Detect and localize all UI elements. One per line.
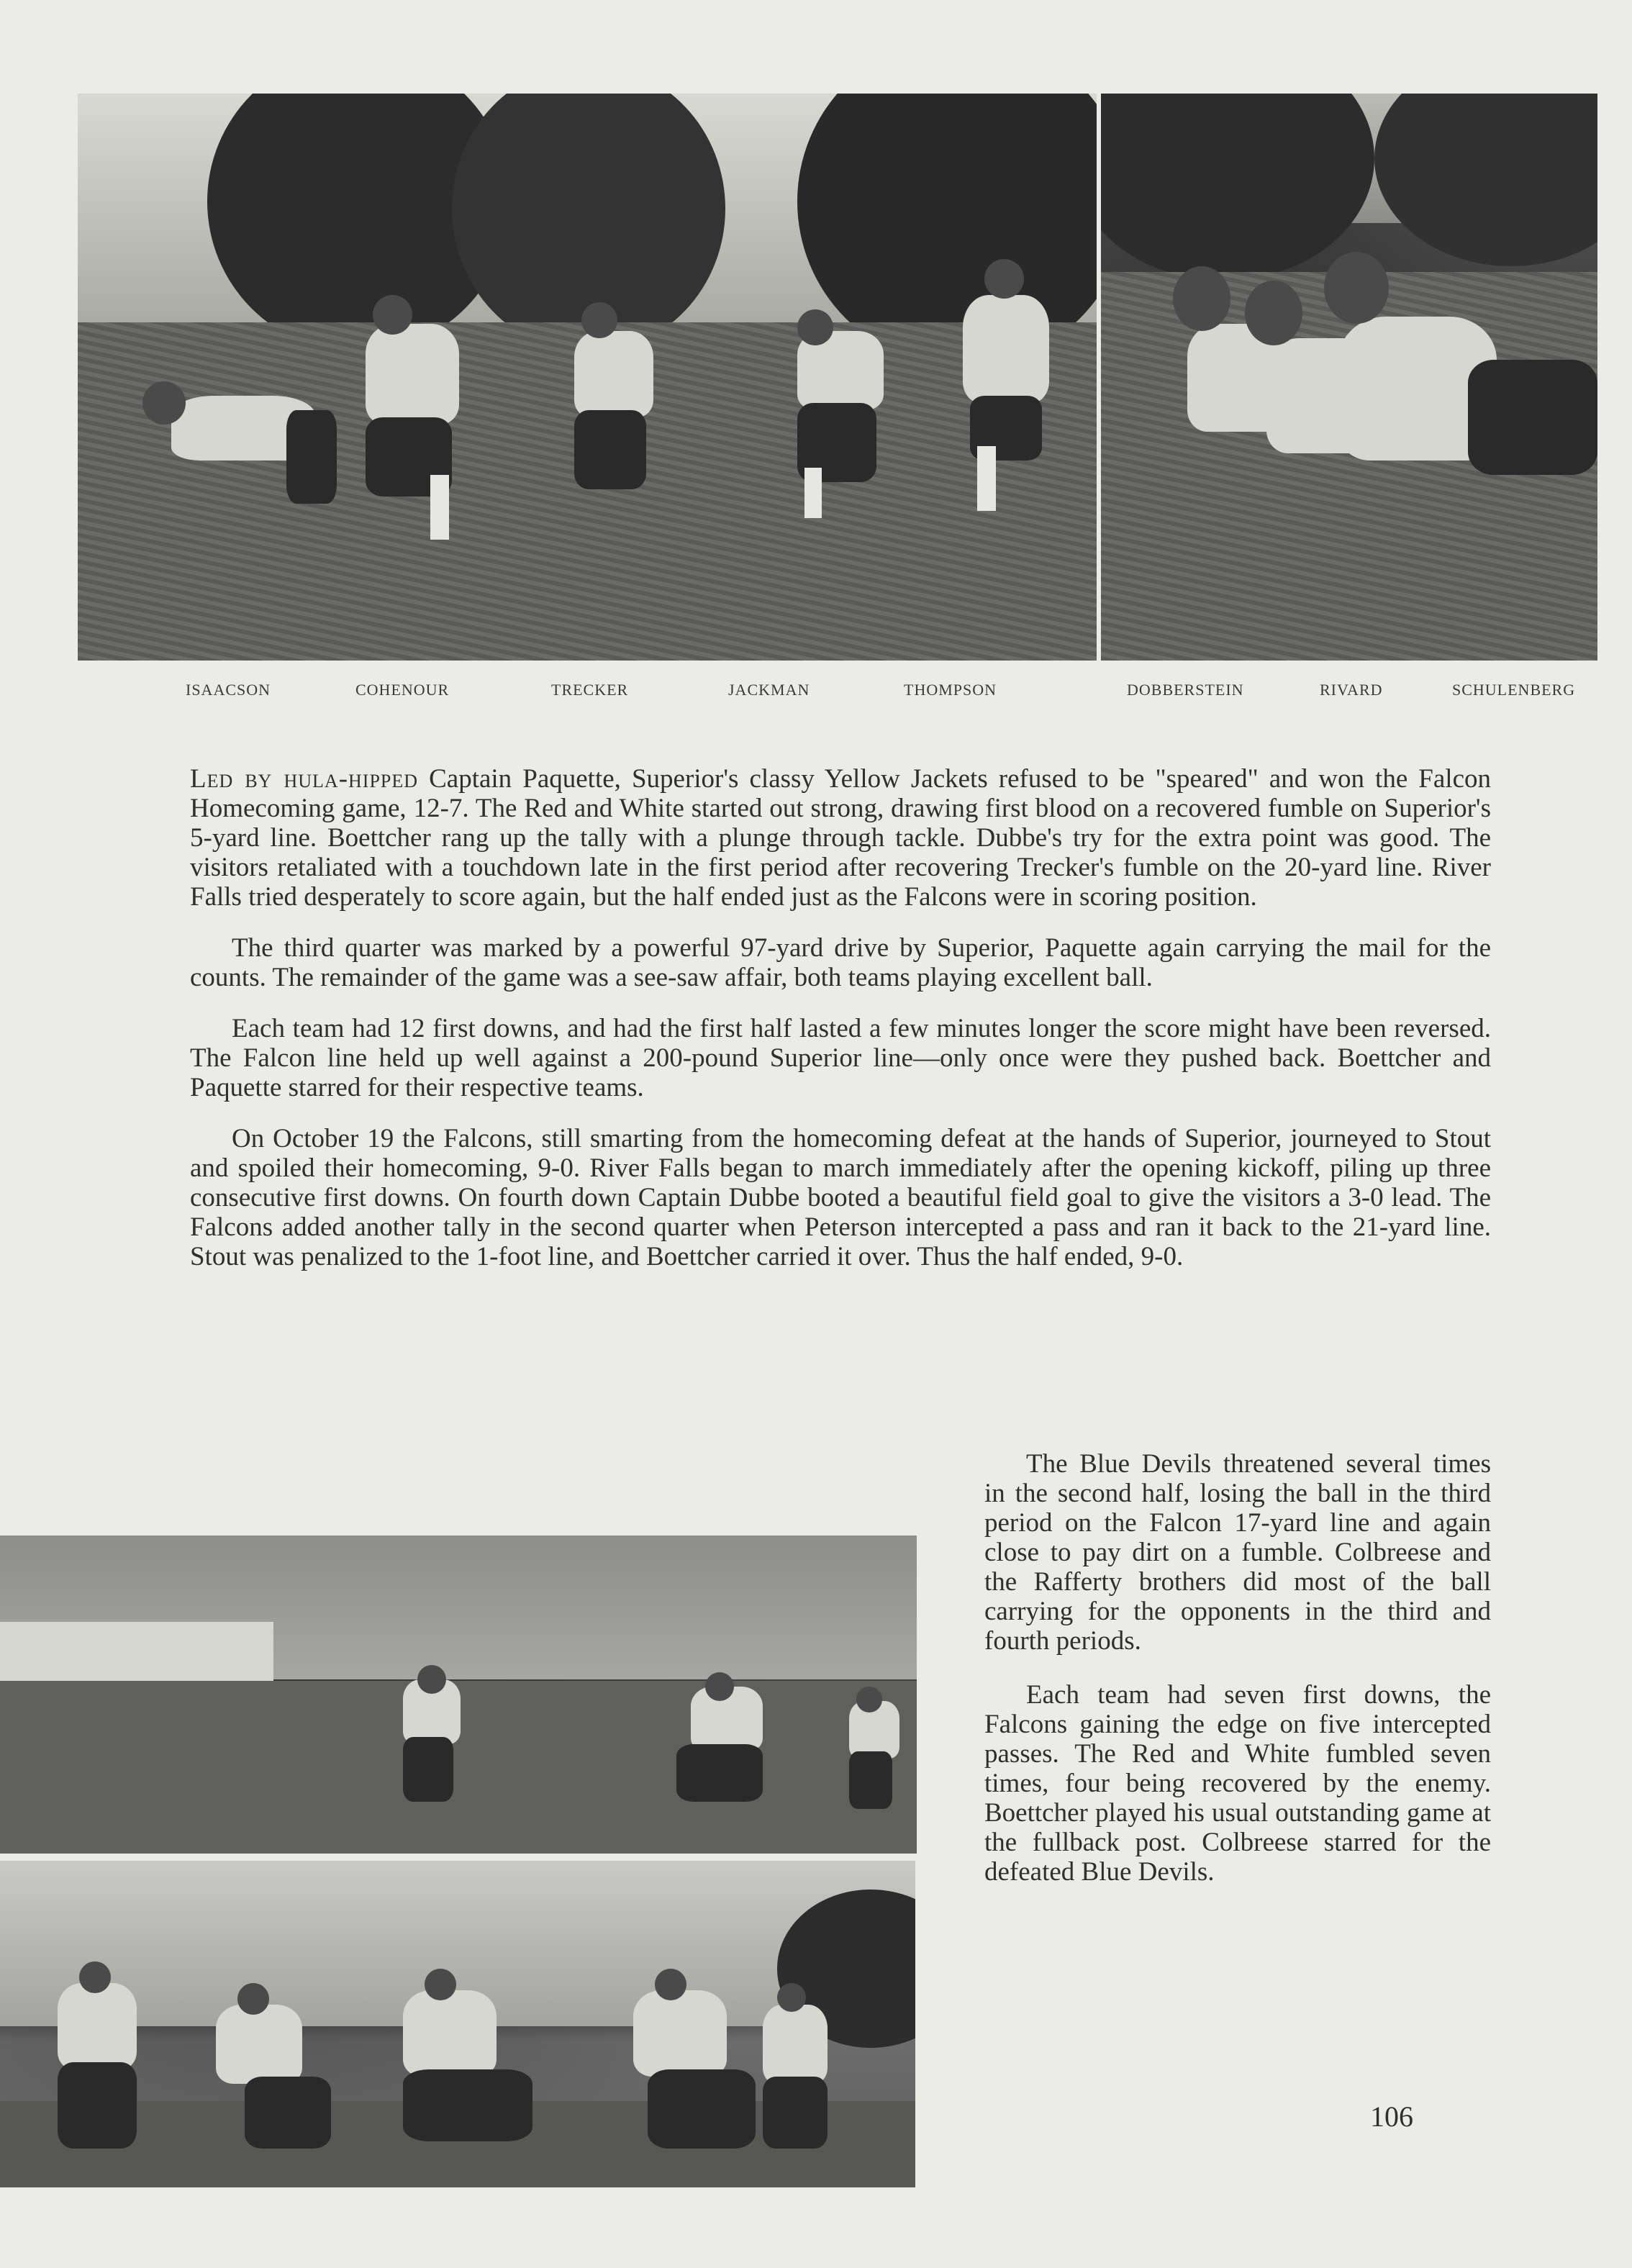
game-action-photo-2	[0, 1861, 915, 2187]
caption-schulenberg: SCHULENBERG	[1452, 681, 1576, 699]
game-action-photo-1	[0, 1536, 917, 1854]
paragraph-homecoming	[190, 764, 1491, 912]
page-number: 106	[1370, 2100, 1413, 2133]
caption-rivard: RIVARD	[1320, 681, 1383, 699]
lead-in-smallcaps: Led by hula-hipped	[190, 764, 419, 794]
paragraph-third-quarter: The third quarter was marked by a powerful 97-yard drive by Superior, Paquette again carrying the mail for the counts. The remainder of the game was a see-saw affair, both teams playing excellent ball.	[190, 933, 1491, 992]
three-linemen-photo	[1101, 94, 1597, 661]
caption-isaacson: ISAACSON	[186, 681, 271, 699]
caption-thompson: THOMPSON	[904, 681, 997, 699]
caption-cohenour: COHENOUR	[355, 681, 450, 699]
paragraph-seven-first-downs: Each team had seven first downs, the Falcons gaining the edge on five intercepted passes. The Red and White fumbled seven times, four being recovered by the enemy. Boettcher played his usual outstanding game at the fullback post. Colbreese starred for the defeated Blue Devils.	[984, 1680, 1491, 1887]
paragraph-stout-game: On October 19 the Falcons, still smarting from the homecoming defeat at the hands of Superior, journeyed to Stout and spoiled their homecoming, 9-0. River Falls began to march immediately after the opening kickoff, piling up three consecutive first downs. On fourth down Captain Dubbe booted a beautiful field goal to give the visitors a 3-0 lead. The Falcons added another tally in the second quarter when Peterson intercepted a pass and ran it back to the 21-yard line. Stout was penalized to the 1-foot line, and Boettcher carried it over. Thus the half ended, 9-0.	[190, 1124, 1491, 1271]
caption-jackman: JACKMAN	[728, 681, 810, 699]
side-column-text	[984, 1449, 1491, 1911]
paragraph-first-downs: Each team had 12 first downs, and had the first half lasted a few minutes longer the score might have been reversed. The Falcon line held up well against a 200-pound Superior line—only once were they pushed back. Boettcher and Paquette starred for their respective teams.	[190, 1014, 1491, 1102]
caption-trecker: TRECKER	[551, 681, 629, 699]
linemen-photo	[78, 94, 1097, 661]
paragraph-blue-devils: The Blue Devils threatened several times in the second half, losing the ball in the third period on the Falcon 17-yard line and again close to pay dirt on a fumble. Colbreese and the Rafferty brothers did most of the ball carrying for the opponents in the third and fourth periods.	[984, 1449, 1491, 1656]
caption-dobberstein: DOBBERSTEIN	[1127, 681, 1244, 699]
paragraph-homecoming-body: Captain Paquette, Superior's classy Yellow Jackets refused to be "speared" and won the Falcon Homecoming game, 12-7. The Red and White started out strong, drawing first blood on a recovered fumble on Superior's 5-yard line. Boettcher rang up the tally with a plunge through tackle. Dubbe's try for the extra point was good. The visitors retaliated with a touchdown late in the first period after recovering Trecker's fumble on the 20-yard line. River Falls tried desperately to score again, but the half ended just as the Falcons were in scoring position.	[190, 764, 1491, 912]
main-article-text	[190, 764, 1491, 1293]
